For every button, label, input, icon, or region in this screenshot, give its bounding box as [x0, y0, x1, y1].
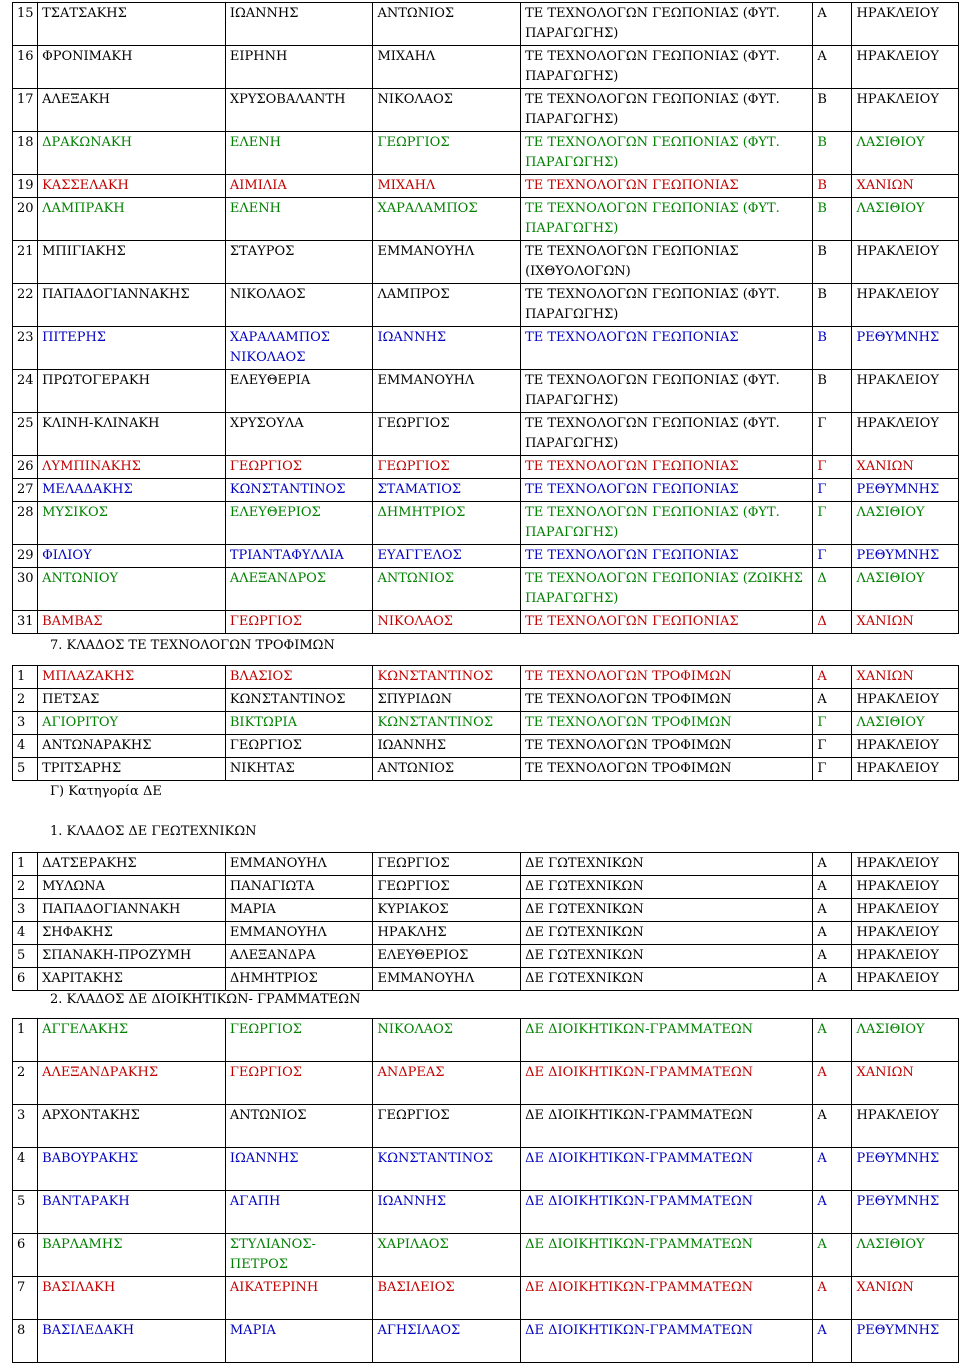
surname-cell: ΑΝΤΩΝΑΡΑΚΗΣ: [38, 735, 226, 758]
father-name-cell: ΚΥΡΙΑΚΟΣ: [373, 899, 521, 922]
specialty-cell: ΤΕ ΤΕΧΝΟΛΟΓΩΝ ΓΕΩΠΟΝΙΑΣ (ΦΥΤ. ΠΑΡΑΓΩΓΗΣ): [521, 502, 813, 545]
specialty-cell: ΔΕ ΔΙΟΙΚΗΤΙΚΩΝ-ΓΡΑΜΜΑΤΕΩΝ: [521, 1191, 813, 1234]
father-name-cell: ΕΥΑΓΓΕΛΟΣ: [373, 545, 521, 568]
surname-cell: ΒΑΣΙΛΑΚΗ: [38, 1277, 226, 1320]
row-number: 1: [13, 1019, 38, 1062]
specialty-cell: ΔΕ ΔΙΟΙΚΗΤΙΚΩΝ-ΓΡΑΜΜΑΤΕΩΝ: [521, 1148, 813, 1191]
first-name-cell: ΕΛΕΥΘΕΡΙΑ: [225, 370, 373, 413]
surname-cell: ΤΡΙΤΣΑΡΗΣ: [38, 758, 226, 781]
category-cell: Α: [813, 666, 852, 689]
category-cell: Γ: [813, 758, 852, 781]
first-name-cell: ΧΑΡΑΛΑΜΠΟΣ ΝΙΚΟΛΑΟΣ: [225, 327, 373, 370]
row-number: 6: [13, 968, 38, 991]
specialty-cell: ΤΕ ΤΕΧΝΟΛΟΓΩΝ ΓΕΩΠΟΝΙΑΣ (ΖΩΙΚΗΣ ΠΑΡΑΓΩΓΗΣ): [521, 568, 813, 611]
table-row: [13, 611, 959, 634]
specialty-cell: ΤΕ ΤΕΧΝΟΛΟΓΩΝ ΓΕΩΠΟΝΙΑΣ (ΦΥΤ. ΠΑΡΑΓΩΓΗΣ): [521, 284, 813, 327]
prefecture-cell: ΗΡΑΚΛΕΙΟΥ: [852, 899, 959, 922]
specialty-cell: ΤΕ ΤΕΧΝΟΛΟΓΩΝ ΓΕΩΠΟΝΙΑΣ (ΦΥΤ. ΠΑΡΑΓΩΓΗΣ): [521, 198, 813, 241]
first-name-cell: ΧΡΥΣΟΒΑΛΑΝΤΗ: [225, 89, 373, 132]
father-name-cell: ΑΓΗΣΙΛΑΟΣ: [373, 1320, 521, 1363]
table-row: [13, 413, 959, 456]
specialty-cell: ΤΕ ΤΕΧΝΟΛΟΓΩΝ ΓΕΩΠΟΝΙΑΣ (ΙΧΘΥΟΛΟΓΩΝ): [521, 241, 813, 284]
table-row: [13, 1062, 959, 1105]
specialty-cell: ΤΕ ΤΕΧΝΟΛΟΓΩΝ ΓΕΩΠΟΝΙΑΣ: [521, 327, 813, 370]
category-cell: Δ: [813, 568, 852, 611]
category-cell: Α: [813, 876, 852, 899]
father-name-cell: ΑΝΤΩΝΙΟΣ: [373, 568, 521, 611]
row-number: 1: [13, 853, 38, 876]
first-name-cell: ΝΙΚΗΤΑΣ: [225, 758, 373, 781]
specialty-cell: ΤΕ ΤΕΧΝΟΛΟΓΩΝ ΤΡΟΦΙΜΩΝ: [521, 758, 813, 781]
prefecture-cell: ΛΑΣΙΘΙΟΥ: [852, 198, 959, 241]
table-row: [13, 853, 959, 876]
row-number: 20: [13, 198, 38, 241]
prefecture-cell: ΗΡΑΚΛΕΙΟΥ: [852, 370, 959, 413]
category-cell: Β: [813, 370, 852, 413]
row-number: 4: [13, 735, 38, 758]
category-cell: Α: [813, 46, 852, 89]
specialty-table-de-dioikitikon: [12, 1018, 959, 1363]
category-cell: Γ: [813, 456, 852, 479]
father-name-cell: ΓΕΩΡΓΙΟΣ: [373, 413, 521, 456]
row-number: 5: [13, 1191, 38, 1234]
table-row: [13, 198, 959, 241]
first-name-cell: ΕΛΕΝΗ: [225, 198, 373, 241]
first-name-cell: ΕΛΕΝΗ: [225, 132, 373, 175]
first-name-cell: ΓΕΩΡΓΙΟΣ: [225, 1062, 373, 1105]
father-name-cell: ΜΙΧΑΗΛ: [373, 46, 521, 89]
prefecture-cell: ΗΡΑΚΛΕΙΟΥ: [852, 3, 959, 46]
father-name-cell: ΝΙΚΟΛΑΟΣ: [373, 611, 521, 634]
first-name-cell: ΕΛΕΥΘΕΡΙΟΣ: [225, 502, 373, 545]
row-number: 2: [13, 1062, 38, 1105]
prefecture-cell: ΡΕΘΥΜΝΗΣ: [852, 479, 959, 502]
table-row: [13, 758, 959, 781]
category-cell: Α: [813, 853, 852, 876]
table-row: [13, 666, 959, 689]
first-name-cell: ΑΛΕΞΑΝΔΡΑ: [225, 945, 373, 968]
first-name-cell: ΝΙΚΟΛΑΟΣ: [225, 284, 373, 327]
surname-cell: ΠΡΩΤΟΓΕΡΑΚΗ: [38, 370, 226, 413]
category-cell: Α: [813, 1019, 852, 1062]
prefecture-cell: ΗΡΑΚΛΕΙΟΥ: [852, 89, 959, 132]
father-name-cell: ΚΩΝΣΤΑΝΤΙΝΟΣ: [373, 712, 521, 735]
row-number: 24: [13, 370, 38, 413]
specialty-cell: ΔΕ ΔΙΟΙΚΗΤΙΚΩΝ-ΓΡΑΜΜΑΤΕΩΝ: [521, 1062, 813, 1105]
table-row: [13, 1105, 959, 1148]
prefecture-cell: ΧΑΝΙΩΝ: [852, 1277, 959, 1320]
prefecture-cell: ΡΕΘΥΜΝΗΣ: [852, 1148, 959, 1191]
table-row: [13, 1320, 959, 1363]
surname-cell: ΑΛΕΞΑΝΔΡΑΚΗΣ: [38, 1062, 226, 1105]
surname-cell: ΑΛΕΞΑΚΗ: [38, 89, 226, 132]
prefecture-cell: ΡΕΘΥΜΝΗΣ: [852, 1320, 959, 1363]
table-row: [13, 479, 959, 502]
row-number: 16: [13, 46, 38, 89]
specialty-cell: ΤΕ ΤΕΧΝΟΛΟΓΩΝ ΓΕΩΠΟΝΙΑΣ (ΦΥΤ. ΠΑΡΑΓΩΓΗΣ): [521, 132, 813, 175]
father-name-cell: ΓΕΩΡΓΙΟΣ: [373, 132, 521, 175]
first-name-cell: ΜΑΡΙΑ: [225, 899, 373, 922]
row-number: 3: [13, 899, 38, 922]
table-row: [13, 1148, 959, 1191]
row-number: 30: [13, 568, 38, 611]
table-row: [13, 876, 959, 899]
specialty-cell: ΤΕ ΤΕΧΝΟΛΟΓΩΝ ΤΡΟΦΙΜΩΝ: [521, 735, 813, 758]
prefecture-cell: ΡΕΘΥΜΝΗΣ: [852, 327, 959, 370]
specialty-cell: ΤΕ ΤΕΧΝΟΛΟΓΩΝ ΓΕΩΠΟΝΙΑΣ (ΦΥΤ. ΠΑΡΑΓΩΓΗΣ): [521, 370, 813, 413]
father-name-cell: ΕΜΜΑΝΟΥΗΛ: [373, 968, 521, 991]
surname-cell: ΒΑΡΛΑΜΗΣ: [38, 1234, 226, 1277]
father-name-cell: ΝΙΚΟΛΑΟΣ: [373, 89, 521, 132]
prefecture-cell: ΗΡΑΚΛΕΙΟΥ: [852, 735, 959, 758]
surname-cell: ΠΕΤΣΑΣ: [38, 689, 226, 712]
specialty-cell: ΔΕ ΓΩΤΕΧΝΙΚΩΝ: [521, 853, 813, 876]
section-heading-de-dioikitikon: 2. ΚΛΑΔΟΣ ΔΕ ΔΙΟΙΚΗΤΙΚΩΝ- ΓΡΑΜΜΑΤΕΩΝ: [50, 992, 361, 1007]
first-name-cell: ΚΩΝΣΤΑΝΤΙΝΟΣ: [225, 479, 373, 502]
surname-cell: ΣΗΦΑΚΗΣ: [38, 922, 226, 945]
first-name-cell: ΜΑΡΙΑ: [225, 1320, 373, 1363]
category-cell: Α: [813, 1105, 852, 1148]
specialty-cell: ΤΕ ΤΕΧΝΟΛΟΓΩΝ ΓΕΩΠΟΝΙΑΣ: [521, 456, 813, 479]
prefecture-cell: ΗΡΑΚΛΕΙΟΥ: [852, 284, 959, 327]
table-row: [13, 502, 959, 545]
specialty-cell: ΔΕ ΔΙΟΙΚΗΤΙΚΩΝ-ΓΡΑΜΜΑΤΕΩΝ: [521, 1105, 813, 1148]
specialty-cell: ΤΕ ΤΕΧΝΟΛΟΓΩΝ ΓΕΩΠΟΝΙΑΣ (ΦΥΤ. ΠΑΡΑΓΩΓΗΣ): [521, 89, 813, 132]
table-row: [13, 968, 959, 991]
category-cell: Γ: [813, 502, 852, 545]
specialty-cell: ΔΕ ΔΙΟΙΚΗΤΙΚΩΝ-ΓΡΑΜΜΑΤΕΩΝ: [521, 1234, 813, 1277]
prefecture-cell: ΛΑΣΙΘΙΟΥ: [852, 502, 959, 545]
category-cell: Γ: [813, 413, 852, 456]
surname-cell: ΜΠΛΑΖΑΚΗΣ: [38, 666, 226, 689]
prefecture-cell: ΗΡΑΚΛΕΙΟΥ: [852, 758, 959, 781]
table-row: [13, 899, 959, 922]
specialty-cell: ΤΕ ΤΕΧΝΟΛΟΓΩΝ ΓΕΩΠΟΝΙΑΣ (ΦΥΤ. ΠΑΡΑΓΩΓΗΣ): [521, 3, 813, 46]
category-cell: Α: [813, 1234, 852, 1277]
surname-cell: ΑΓΓΕΛΑΚΗΣ: [38, 1019, 226, 1062]
category-cell: Β: [813, 89, 852, 132]
category-cell: Α: [813, 899, 852, 922]
prefecture-cell: ΗΡΑΚΛΕΙΟΥ: [852, 241, 959, 284]
table-row: [13, 1234, 959, 1277]
section-heading-te-trofimon: 7. ΚΛΑΔΟΣ ΤΕ ΤΕΧΝΟΛΟΓΩΝ ΤΡΟΦΙΜΩΝ: [50, 638, 335, 653]
row-number: 3: [13, 712, 38, 735]
surname-cell: ΠΑΠΑΔΟΓΙΑΝΝΑΚΗ: [38, 899, 226, 922]
first-name-cell: ΣΤΥΛΙΑΝΟΣ- ΠΕΤΡΟΣ: [225, 1234, 373, 1277]
table-row: [13, 689, 959, 712]
father-name-cell: ΑΝΔΡΕΑΣ: [373, 1062, 521, 1105]
first-name-cell: ΓΕΩΡΓΙΟΣ: [225, 611, 373, 634]
father-name-cell: ΧΑΡΙΛΑΟΣ: [373, 1234, 521, 1277]
surname-cell: ΜΥΣΙΚΟΣ: [38, 502, 226, 545]
category-cell: Γ: [813, 545, 852, 568]
category-cell: Β: [813, 132, 852, 175]
father-name-cell: ΚΩΝΣΤΑΝΤΙΝΟΣ: [373, 666, 521, 689]
first-name-cell: ΒΙΚΤΩΡΙΑ: [225, 712, 373, 735]
first-name-cell: ΒΛΑΣΙΟΣ: [225, 666, 373, 689]
surname-cell: ΑΡΧΟΝΤΑΚΗΣ: [38, 1105, 226, 1148]
row-number: 25: [13, 413, 38, 456]
row-number: 21: [13, 241, 38, 284]
row-number: 22: [13, 284, 38, 327]
row-number: 27: [13, 479, 38, 502]
surname-cell: ΔΑΤΣΕΡΑΚΗΣ: [38, 853, 226, 876]
father-name-cell: ΓΕΩΡΓΙΟΣ: [373, 456, 521, 479]
father-name-cell: ΔΗΜΗΤΡΙΟΣ: [373, 502, 521, 545]
table-row: [13, 545, 959, 568]
father-name-cell: ΒΑΣΙΛΕΙΟΣ: [373, 1277, 521, 1320]
surname-cell: ΒΑΜΒΑΣ: [38, 611, 226, 634]
specialty-cell: ΤΕ ΤΕΧΝΟΛΟΓΩΝ ΓΕΩΠΟΝΙΑΣ (ΦΥΤ. ΠΑΡΑΓΩΓΗΣ): [521, 413, 813, 456]
table-row: [13, 735, 959, 758]
row-number: 23: [13, 327, 38, 370]
category-cell: Β: [813, 284, 852, 327]
prefecture-cell: ΡΕΘΥΜΝΗΣ: [852, 1191, 959, 1234]
surname-cell: ΧΑΡΙΤΑΚΗΣ: [38, 968, 226, 991]
prefecture-cell: ΛΑΣΙΘΙΟΥ: [852, 568, 959, 611]
father-name-cell: ΜΙΧΑΗΛ: [373, 175, 521, 198]
row-number: 7: [13, 1277, 38, 1320]
first-name-cell: ΚΩΝΣΤΑΝΤΙΝΟΣ: [225, 689, 373, 712]
specialty-cell: ΔΕ ΓΩΤΕΧΝΙΚΩΝ: [521, 876, 813, 899]
surname-cell: ΤΣΑΤΣΑΚΗΣ: [38, 3, 226, 46]
prefecture-cell: ΡΕΘΥΜΝΗΣ: [852, 545, 959, 568]
prefecture-cell: ΗΡΑΚΛΕΙΟΥ: [852, 922, 959, 945]
specialty-cell: ΤΕ ΤΕΧΝΟΛΟΓΩΝ ΓΕΩΠΟΝΙΑΣ: [521, 175, 813, 198]
specialty-cell: ΔΕ ΓΩΤΕΧΝΙΚΩΝ: [521, 922, 813, 945]
specialty-cell: ΤΕ ΤΕΧΝΟΛΟΓΩΝ ΤΡΟΦΙΜΩΝ: [521, 689, 813, 712]
prefecture-cell: ΗΡΑΚΛΕΙΟΥ: [852, 968, 959, 991]
specialty-table-te-geoponias: [12, 2, 959, 634]
surname-cell: ΛΥΜΠΙΝΑΚΗΣ: [38, 456, 226, 479]
first-name-cell: ΓΕΩΡΓΙΟΣ: [225, 456, 373, 479]
row-number: 6: [13, 1234, 38, 1277]
category-cell: Γ: [813, 735, 852, 758]
first-name-cell: ΔΗΜΗΤΡΙΟΣ: [225, 968, 373, 991]
prefecture-cell: ΗΡΑΚΛΕΙΟΥ: [852, 1105, 959, 1148]
surname-cell: ΛΑΜΠΡΑΚΗ: [38, 198, 226, 241]
table-row: [13, 1277, 959, 1320]
row-number: 1: [13, 666, 38, 689]
category-cell: Β: [813, 175, 852, 198]
table-row: [13, 327, 959, 370]
father-name-cell: ΕΛΕΥΘΕΡΙΟΣ: [373, 945, 521, 968]
category-cell: Α: [813, 1320, 852, 1363]
first-name-cell: ΙΩΑΝΝΗΣ: [225, 1148, 373, 1191]
category-cell: Γ: [813, 712, 852, 735]
prefecture-cell: ΧΑΝΙΩΝ: [852, 175, 959, 198]
surname-cell: ΜΥΛΩΝΑ: [38, 876, 226, 899]
category-cell: Γ: [813, 479, 852, 502]
prefecture-cell: ΛΑΣΙΘΙΟΥ: [852, 132, 959, 175]
table-row: [13, 241, 959, 284]
row-number: 5: [13, 945, 38, 968]
surname-cell: ΜΕΛΑΔΑΚΗΣ: [38, 479, 226, 502]
father-name-cell: ΧΑΡΑΛΑΜΠΟΣ: [373, 198, 521, 241]
father-name-cell: ΝΙΚΟΛΑΟΣ: [373, 1019, 521, 1062]
category-cell: Α: [813, 3, 852, 46]
prefecture-cell: ΗΡΑΚΛΕΙΟΥ: [852, 945, 959, 968]
father-name-cell: ΙΩΑΝΝΗΣ: [373, 327, 521, 370]
table-row: [13, 370, 959, 413]
specialty-cell: ΤΕ ΤΕΧΝΟΛΟΓΩΝ ΤΡΟΦΙΜΩΝ: [521, 712, 813, 735]
surname-cell: ΠΑΠΑΔΟΓΙΑΝΝΑΚΗΣ: [38, 284, 226, 327]
row-number: 4: [13, 1148, 38, 1191]
row-number: 4: [13, 922, 38, 945]
father-name-cell: ΣΤΑΜΑΤΙΟΣ: [373, 479, 521, 502]
prefecture-cell: ΗΡΑΚΛΕΙΟΥ: [852, 46, 959, 89]
surname-cell: ΒΑΣΙΛΕΔΑΚΗ: [38, 1320, 226, 1363]
category-heading-de: Γ) Κατηγορία ΔΕ: [50, 784, 162, 799]
father-name-cell: ΙΩΑΝΝΗΣ: [373, 1191, 521, 1234]
table-row: [13, 712, 959, 735]
row-number: 29: [13, 545, 38, 568]
row-number: 17: [13, 89, 38, 132]
row-number: 26: [13, 456, 38, 479]
father-name-cell: ΙΩΑΝΝΗΣ: [373, 735, 521, 758]
row-number: 5: [13, 758, 38, 781]
prefecture-cell: ΛΑΣΙΘΙΟΥ: [852, 1019, 959, 1062]
first-name-cell: ΧΡΥΣΟΥΛΑ: [225, 413, 373, 456]
surname-cell: ΠΙΤΕΡΗΣ: [38, 327, 226, 370]
category-cell: Α: [813, 1062, 852, 1105]
surname-cell: ΑΓΙΟΡΙΤΟΥ: [38, 712, 226, 735]
first-name-cell: ΕΜΜΑΝΟΥΗΛ: [225, 922, 373, 945]
first-name-cell: ΤΡΙΑΝΤΑΦΥΛΛΙΑ: [225, 545, 373, 568]
first-name-cell: ΓΕΩΡΓΙΟΣ: [225, 735, 373, 758]
surname-cell: ΔΡΑΚΩΝΑΚΗ: [38, 132, 226, 175]
surname-cell: ΣΠΑΝΑΚΗ-ΠΡΟΖΥΜΗ: [38, 945, 226, 968]
specialty-cell: ΤΕ ΤΕΧΝΟΛΟΓΩΝ ΓΕΩΠΟΝΙΑΣ: [521, 479, 813, 502]
father-name-cell: ΑΝΤΩΝΙΟΣ: [373, 758, 521, 781]
category-cell: Β: [813, 327, 852, 370]
category-cell: Α: [813, 1191, 852, 1234]
prefecture-cell: ΗΡΑΚΛΕΙΟΥ: [852, 853, 959, 876]
row-number: 31: [13, 611, 38, 634]
table-row: [13, 3, 959, 46]
surname-cell: ΦΡΟΝΙΜΑΚΗ: [38, 46, 226, 89]
prefecture-cell: ΗΡΑΚΛΕΙΟΥ: [852, 689, 959, 712]
category-cell: Β: [813, 198, 852, 241]
first-name-cell: ΕΙΡΗΝΗ: [225, 46, 373, 89]
table-row: [13, 568, 959, 611]
first-name-cell: ΙΩΑΝΝΗΣ: [225, 3, 373, 46]
category-cell: Α: [813, 1148, 852, 1191]
category-cell: Α: [813, 968, 852, 991]
surname-cell: ΦΙΛΙΟΥ: [38, 545, 226, 568]
table-row: [13, 89, 959, 132]
surname-cell: ΚΑΣΣΕΛΑΚΗ: [38, 175, 226, 198]
surname-cell: ΒΑΒΟΥΡΑΚΗΣ: [38, 1148, 226, 1191]
prefecture-cell: ΛΑΣΙΘΙΟΥ: [852, 712, 959, 735]
category-cell: Α: [813, 689, 852, 712]
father-name-cell: ΑΝΤΩΝΙΟΣ: [373, 3, 521, 46]
specialty-table-te-trofimon: [12, 665, 959, 781]
category-cell: Α: [813, 1277, 852, 1320]
table-row: [13, 945, 959, 968]
specialty-cell: ΤΕ ΤΕΧΝΟΛΟΓΩΝ ΓΕΩΠΟΝΙΑΣ: [521, 611, 813, 634]
specialty-cell: ΔΕ ΓΩΤΕΧΝΙΚΩΝ: [521, 945, 813, 968]
table-row: [13, 456, 959, 479]
specialty-cell: ΔΕ ΔΙΟΙΚΗΤΙΚΩΝ-ΓΡΑΜΜΑΤΕΩΝ: [521, 1277, 813, 1320]
prefecture-cell: ΧΑΝΙΩΝ: [852, 456, 959, 479]
first-name-cell: ΣΤΑΥΡΟΣ: [225, 241, 373, 284]
first-name-cell: ΑΓΑΠΗ: [225, 1191, 373, 1234]
row-number: 2: [13, 689, 38, 712]
specialty-cell: ΔΕ ΓΩΤΕΧΝΙΚΩΝ: [521, 899, 813, 922]
father-name-cell: ΚΩΝΣΤΑΝΤΙΝΟΣ: [373, 1148, 521, 1191]
first-name-cell: ΑΙΚΑΤΕΡΙΝΗ: [225, 1277, 373, 1320]
table-row: [13, 284, 959, 327]
father-name-cell: ΛΑΜΠΡΟΣ: [373, 284, 521, 327]
prefecture-cell: ΧΑΝΙΩΝ: [852, 1062, 959, 1105]
prefecture-cell: ΧΑΝΙΩΝ: [852, 666, 959, 689]
table-row: [13, 1019, 959, 1062]
prefecture-cell: ΗΡΑΚΛΕΙΟΥ: [852, 876, 959, 899]
first-name-cell: ΓΕΩΡΓΙΟΣ: [225, 1019, 373, 1062]
first-name-cell: ΑΛΕΞΑΝΔΡΟΣ: [225, 568, 373, 611]
specialty-cell: ΤΕ ΤΕΧΝΟΛΟΓΩΝ ΓΕΩΠΟΝΙΑΣ: [521, 545, 813, 568]
father-name-cell: ΕΜΜΑΝΟΥΗΛ: [373, 241, 521, 284]
row-number: 28: [13, 502, 38, 545]
row-number: 3: [13, 1105, 38, 1148]
table-row: [13, 1191, 959, 1234]
surname-cell: ΚΛΙΝΗ-ΚΛΙΝΑΚΗ: [38, 413, 226, 456]
category-cell: Α: [813, 922, 852, 945]
category-cell: Δ: [813, 611, 852, 634]
row-number: 18: [13, 132, 38, 175]
row-number: 19: [13, 175, 38, 198]
father-name-cell: ΕΜΜΑΝΟΥΗΛ: [373, 370, 521, 413]
prefecture-cell: ΧΑΝΙΩΝ: [852, 611, 959, 634]
surname-cell: ΑΝΤΩΝΙΟΥ: [38, 568, 226, 611]
prefecture-cell: ΗΡΑΚΛΕΙΟΥ: [852, 413, 959, 456]
table-row: [13, 132, 959, 175]
table-row: [13, 922, 959, 945]
category-cell: Β: [813, 241, 852, 284]
father-name-cell: ΗΡΑΚΛΗΣ: [373, 922, 521, 945]
father-name-cell: ΣΠΥΡΙΔΩΝ: [373, 689, 521, 712]
section-heading-de-geotechnikon: 1. ΚΛΑΔΟΣ ΔΕ ΓΕΩΤΕΧΝΙΚΩΝ: [50, 824, 257, 839]
surname-cell: ΜΠΙΓΙΑΚΗΣ: [38, 241, 226, 284]
table-row: [13, 46, 959, 89]
category-cell: Α: [813, 945, 852, 968]
surname-cell: ΒΑΝΤΑΡΑΚΗ: [38, 1191, 226, 1234]
specialty-table-de-geotechnikon: [12, 852, 959, 991]
row-number: 2: [13, 876, 38, 899]
first-name-cell: ΕΜΜΑΝΟΥΗΛ: [225, 853, 373, 876]
table-row: [13, 175, 959, 198]
row-number: 15: [13, 3, 38, 46]
first-name-cell: ΑΝΤΩΝΙΟΣ: [225, 1105, 373, 1148]
specialty-cell: ΤΕ ΤΕΧΝΟΛΟΓΩΝ ΓΕΩΠΟΝΙΑΣ (ΦΥΤ. ΠΑΡΑΓΩΓΗΣ): [521, 46, 813, 89]
specialty-cell: ΤΕ ΤΕΧΝΟΛΟΓΩΝ ΤΡΟΦΙΜΩΝ: [521, 666, 813, 689]
row-number: 8: [13, 1320, 38, 1363]
father-name-cell: ΓΕΩΡΓΙΟΣ: [373, 876, 521, 899]
specialty-cell: ΔΕ ΓΩΤΕΧΝΙΚΩΝ: [521, 968, 813, 991]
prefecture-cell: ΛΑΣΙΘΙΟΥ: [852, 1234, 959, 1277]
specialty-cell: ΔΕ ΔΙΟΙΚΗΤΙΚΩΝ-ΓΡΑΜΜΑΤΕΩΝ: [521, 1320, 813, 1363]
first-name-cell: ΠΑΝΑΓΙΩΤΑ: [225, 876, 373, 899]
father-name-cell: ΓΕΩΡΓΙΟΣ: [373, 1105, 521, 1148]
father-name-cell: ΓΕΩΡΓΙΟΣ: [373, 853, 521, 876]
first-name-cell: ΑΙΜΙΛΙΑ: [225, 175, 373, 198]
specialty-cell: ΔΕ ΔΙΟΙΚΗΤΙΚΩΝ-ΓΡΑΜΜΑΤΕΩΝ: [521, 1019, 813, 1062]
